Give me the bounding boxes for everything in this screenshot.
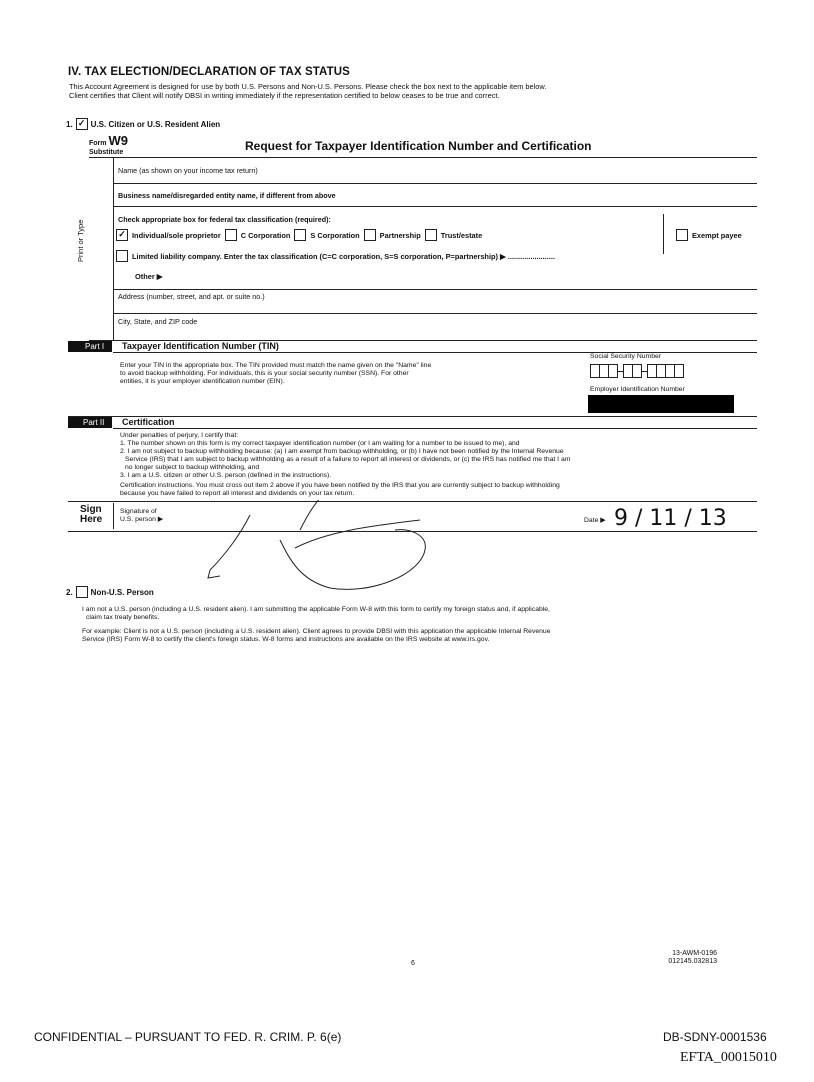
cert-line-2c: no longer subject to backup withholding, and bbox=[125, 464, 260, 471]
divider bbox=[113, 183, 757, 184]
part-1-text-line-1: Enter your TIN in the appropriate box. The TIN provided must match the name given on the "Name" line bbox=[120, 362, 432, 369]
part-2-tag: Part II bbox=[83, 418, 105, 427]
c-corp-checkbox[interactable] bbox=[225, 229, 237, 241]
exempt-row bbox=[676, 229, 742, 241]
part-1-tag: Part I bbox=[85, 342, 105, 351]
s-corp-checkbox[interactable] bbox=[294, 229, 306, 241]
instr-line-2: because you have failed to report all interest and dividends on your tax return. bbox=[120, 490, 355, 497]
individual-checkbox[interactable]: ✓ bbox=[116, 229, 128, 241]
item-2-line-1: I am not a U.S. person (including a U.S. resident alien). I am submitting the applicable Form W-8 with this form to certify my foreign status and, if applicable, bbox=[82, 606, 550, 613]
sign-here bbox=[80, 505, 102, 525]
item-2-line-3: For example: Client is not a U.S. person (including a U.S. resident alien). Client agrees to provide DBSI with this application the applicable Internal Revenue bbox=[82, 628, 551, 635]
item-2-example bbox=[82, 628, 782, 644]
s-corp-label: S Corporation bbox=[310, 230, 360, 240]
divider bbox=[663, 214, 664, 254]
page-number: 6 bbox=[411, 960, 415, 967]
divider bbox=[89, 157, 757, 158]
print-or-type-label: Print or Type bbox=[76, 219, 85, 262]
name-label: Name (as shown on your income tax return) bbox=[118, 166, 258, 175]
handwritten-signature bbox=[180, 500, 440, 600]
signature-label-line-1: Signature of bbox=[120, 508, 157, 515]
divider bbox=[113, 313, 757, 314]
item-2-line-2: claim tax treaty benefits. bbox=[86, 614, 160, 621]
individual-label: Individual/sole proprietor bbox=[132, 230, 221, 240]
non-us-person-checkbox[interactable] bbox=[76, 586, 88, 598]
exempt-payee-checkbox[interactable] bbox=[676, 229, 688, 241]
signature-label bbox=[120, 508, 163, 524]
llc-row bbox=[116, 250, 555, 262]
partnership-label: Partnership bbox=[379, 230, 421, 240]
us-citizen-checkbox[interactable]: ✓ bbox=[76, 118, 88, 130]
classification-label: Check appropriate box for federal tax classification (required): bbox=[118, 215, 331, 224]
certification-text bbox=[120, 432, 760, 480]
other-row bbox=[135, 272, 162, 281]
ssn-label: Social Security Number bbox=[590, 353, 662, 360]
cert-line-2a: 2. I am not subject to backup withholding because: (a) I am exempt from backup withholding, or (b) I have not been notified by the Internal Revenue bbox=[120, 448, 564, 455]
section-intro bbox=[69, 82, 769, 100]
ssn-boxes[interactable] bbox=[590, 364, 683, 378]
form-word: Form bbox=[89, 140, 107, 147]
ein-redaction bbox=[588, 395, 734, 413]
trust-checkbox[interactable] bbox=[425, 229, 437, 241]
intro-line-2: Client certifies that Client will notify DBSI in writing immediately if the representation certified to below ceases to be true and correct. bbox=[69, 91, 500, 100]
doc-code-2: 012145.032813 bbox=[668, 958, 717, 965]
c-corp-label: C Corporation bbox=[240, 230, 291, 240]
item-2-number: 2. bbox=[66, 587, 73, 597]
item-1-label: U.S. Citizen or U.S. Resident Alien bbox=[90, 119, 221, 129]
llc-label: Limited liability company. Enter the tax classification (C=C corporation, S=S corporation, P=partnership) ▶ ....................... bbox=[132, 251, 555, 261]
section-title: IV. TAX ELECTION/DECLARATION OF TAX STATUS bbox=[68, 66, 350, 78]
item-1-number: 1. bbox=[66, 119, 73, 129]
signature-label-line-2: U.S. person ▶ bbox=[120, 516, 164, 523]
item-2-label: Non-U.S. Person bbox=[90, 587, 154, 597]
item-2-text bbox=[82, 606, 782, 622]
trust-label: Trust/estate bbox=[440, 230, 483, 240]
cert-line-2b: Service (IRS) that I am subject to backup withholding as a result of a failure to report all interest or dividends, or (c) the IRS has notified me that I am bbox=[125, 456, 571, 463]
item-1 bbox=[66, 118, 220, 130]
form-tag bbox=[89, 133, 128, 157]
part-1-text-line-2: to avoid backup withholding. For individuals, this is your social security number (SSN). For other bbox=[120, 370, 409, 377]
divider bbox=[113, 503, 114, 529]
llc-checkbox[interactable] bbox=[116, 250, 128, 262]
city-state-zip-label: City, State, and ZIP code bbox=[118, 317, 198, 326]
date-label: Date ▶ bbox=[584, 517, 606, 524]
item-2-line-4: Service (IRS) Form W-8 to certify the client's foreign status. W-8 forms and instructions are available on the IRS website at www.irs.gov. bbox=[82, 636, 490, 643]
sign-word: Sign bbox=[80, 504, 102, 515]
other-label: Other ▶ bbox=[135, 272, 163, 281]
confidential-notice: CONFIDENTIAL – PURSUANT TO FED. R. CRIM. P. 6(e) bbox=[34, 1030, 342, 1044]
partnership-checkbox[interactable] bbox=[364, 229, 376, 241]
part-2-title: Certification bbox=[122, 417, 175, 427]
doc-codes bbox=[665, 950, 717, 966]
cert-line-3: 3. I am a U.S. citizen or other U.S. person (defined in the instructions). bbox=[120, 472, 332, 479]
form-title: Request for Taxpayer Identification Number and Certification bbox=[245, 139, 592, 153]
ein-label: Employer Identification Number bbox=[590, 386, 685, 393]
divider bbox=[113, 289, 757, 290]
doc-code-1: 13-AWM-0196 bbox=[672, 950, 717, 957]
cert-lead: Under penalties of perjury, I certify that: bbox=[120, 432, 239, 439]
classification-row bbox=[116, 229, 482, 241]
part-1-title: Taxpayer Identification Number (TIN) bbox=[122, 341, 279, 351]
bates-number: DB-SDNY-0001536 bbox=[663, 1030, 767, 1044]
intro-line-1: This Account Agreement is designed for use by both U.S. Persons and Non-U.S. Persons. Please check the box next to the applicable item below. bbox=[69, 82, 547, 91]
divider bbox=[113, 428, 757, 429]
business-name-label: Business name/disregarded entity name, if different from above bbox=[118, 191, 336, 200]
divider bbox=[113, 206, 757, 207]
part-1-text-line-3: entities, it is your employer identification number (EIN). bbox=[120, 378, 285, 385]
here-word: Here bbox=[80, 514, 103, 525]
exempt-payee-label: Exempt payee bbox=[692, 230, 742, 240]
form-name: W9 bbox=[108, 133, 128, 148]
efta-number: EFTA_00015010 bbox=[680, 1050, 777, 1065]
cert-line-1: 1. The number shown on this form is my correct taxpayer identification number (or I am waiting for a number to be issued to me), and bbox=[120, 440, 520, 447]
date-value[interactable]: 9 / 11 / 13 bbox=[614, 506, 727, 531]
part-1-text bbox=[120, 362, 431, 386]
address-label: Address (number, street, and apt. or suite no.) bbox=[118, 292, 265, 301]
item-2 bbox=[66, 586, 154, 598]
certification-instructions bbox=[120, 482, 760, 498]
form-substitute: Substitute bbox=[89, 149, 124, 156]
instr-line-1: Certification instructions. You must cross out item 2 above if you have been notified by the IRS that you are currently subject to backup withholding bbox=[120, 482, 560, 489]
